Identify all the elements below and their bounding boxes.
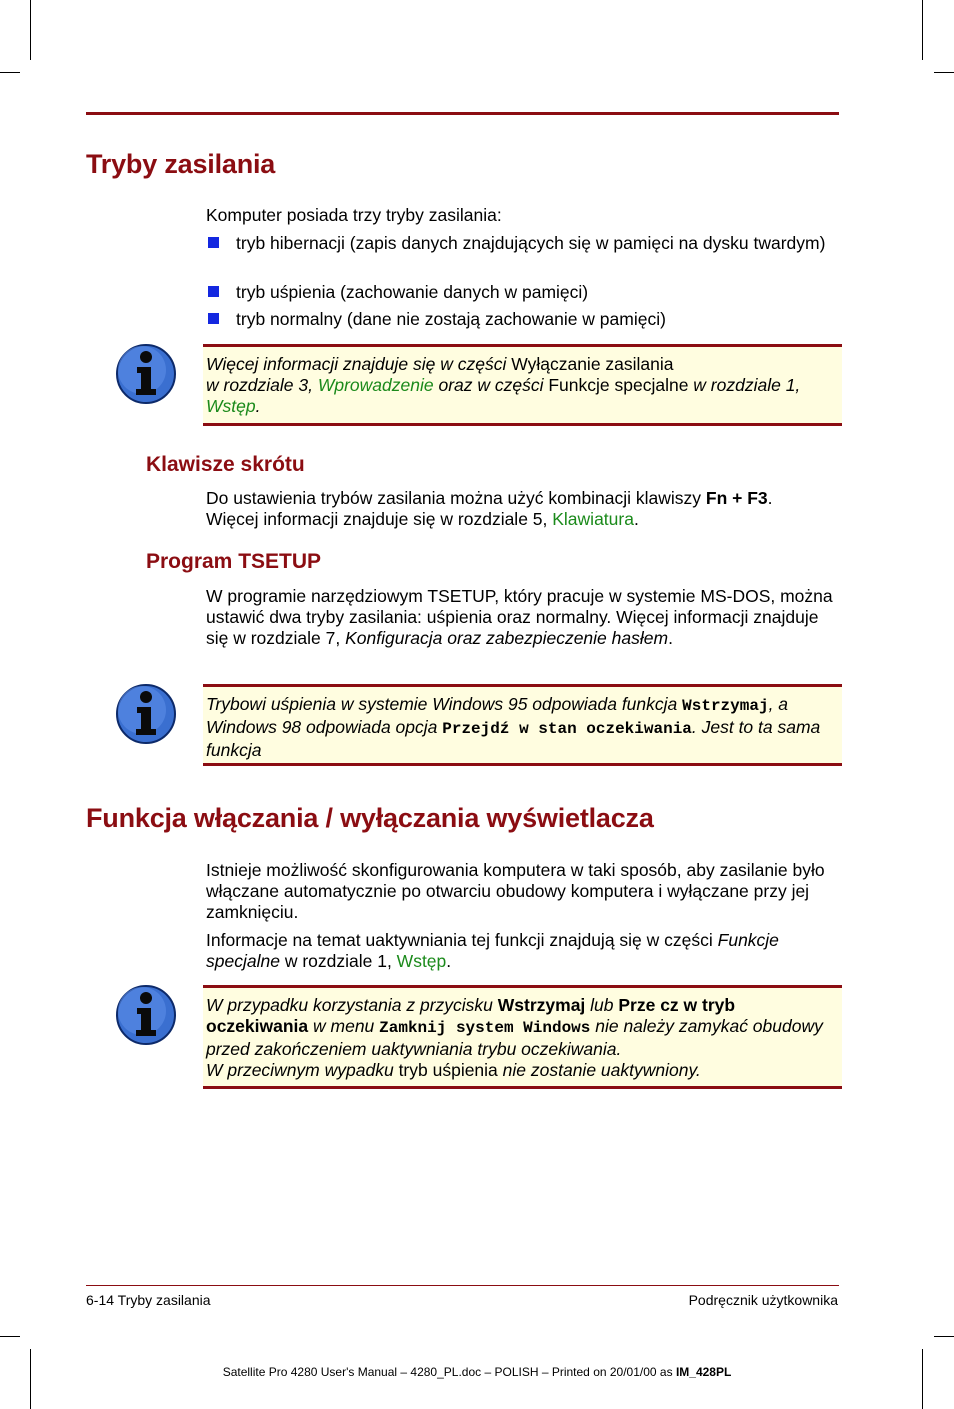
crop-mark: [922, 1349, 923, 1409]
section-title: Funkcja włączania / wyłączania wyświetlacza: [86, 803, 654, 833]
crop-mark: [30, 1349, 31, 1409]
list-item: tryb uśpienia (zachowanie danych w pamięci): [206, 282, 838, 303]
info-icon: [115, 984, 177, 1046]
crop-mark: [922, 0, 923, 60]
footer-rule: [86, 1285, 839, 1286]
top-rule: [86, 112, 839, 115]
subsection-heading: Program TSETUP: [146, 550, 322, 573]
display-function-reference: Informacje na temat uaktywniania tej funkcji znajdują się w części Funkcje specjalne w rozdziale 1, Wstęp.: [206, 930, 779, 971]
display-function-text: Istnieje możliwość skonfigurowania komputera w taki sposób, aby zasilanie było włączane automatycznie po otwarciu obudowy komputera i wyłączane przy jej zamknięciu.: [206, 860, 825, 922]
list-item: tryb hibernacji (zapis danych znajdujących się w pamięci na dysku twardym): [206, 233, 838, 254]
info-note: W przypadku korzystania z przycisku Wstrzymaj lub Prze cz w tryb oczekiwania w menu Zamknij system Windows nie należy zamykać obudowy przed zakończeniem uaktywniania trybu oczekiwania. W przeciwnym wypadku tryb uśpienia nie zostanie uaktywniony.: [203, 985, 842, 1089]
cross-reference-link[interactable]: Wstęp: [396, 951, 447, 971]
bullet-square-icon: [208, 286, 219, 297]
footer-left: 6-14 Tryby zasilania: [86, 1292, 211, 1308]
crop-mark: [0, 72, 20, 73]
crop-mark: [934, 1336, 954, 1337]
crop-mark: [934, 72, 954, 73]
tsetup-text: W programie narzędziowym TSETUP, który pracuje w systemie MS-DOS, można ustawić dwa tryby zasilania: uśpienia oraz normalny. Więcej informacji znajduje się w rozdziale 7, Konfiguracja oraz zabezpieczenie hasłem.: [206, 586, 833, 648]
info-icon: [115, 343, 177, 405]
footer-right: Podręcznik użytkownika: [688, 1292, 838, 1308]
subsection-heading: Klawisze skrótu: [146, 453, 305, 476]
shortcut-text: Do ustawienia trybów zasilania można użyć kombinacji klawiszy Fn + F3. Więcej informacji znajduje się w rozdziale 5, Klawiatura.: [206, 488, 773, 529]
info-note: Więcej informacji znajduje się w części Wyłączanie zasilania w rozdziale 3, Wprowadzenie oraz w części Funkcje specjalne w rozdziale 1, Wstęp.: [203, 344, 842, 426]
info-note: Trybowi uśpienia w systemie Windows 95 odpowiada funkcja Wstrzymaj, a Windows 98 odpowiada opcja Przejdź w stan oczekiwania. Jest to ta sama funkcja: [203, 684, 842, 766]
section-title: Tryby zasilania: [86, 149, 276, 179]
bullet-square-icon: [208, 313, 219, 324]
cross-reference-link[interactable]: Wstęp: [206, 396, 256, 416]
crop-mark: [30, 0, 31, 60]
intro-text: Komputer posiada trzy tryby zasilania:: [206, 205, 502, 225]
print-info: Satellite Pro 4280 User's Manual – 4280_PL.doc – POLISH – Printed on 20/01/00 as IM_428PL: [222, 1365, 732, 1379]
bullet-square-icon: [208, 237, 219, 248]
crop-mark: [0, 1336, 20, 1337]
cross-reference-link[interactable]: Wprowadzenie: [317, 375, 434, 395]
info-icon: [115, 683, 177, 745]
cross-reference-link[interactable]: Klawiatura: [552, 509, 634, 529]
list-item: tryb normalny (dane nie zostają zachowanie w pamięci): [206, 309, 838, 330]
